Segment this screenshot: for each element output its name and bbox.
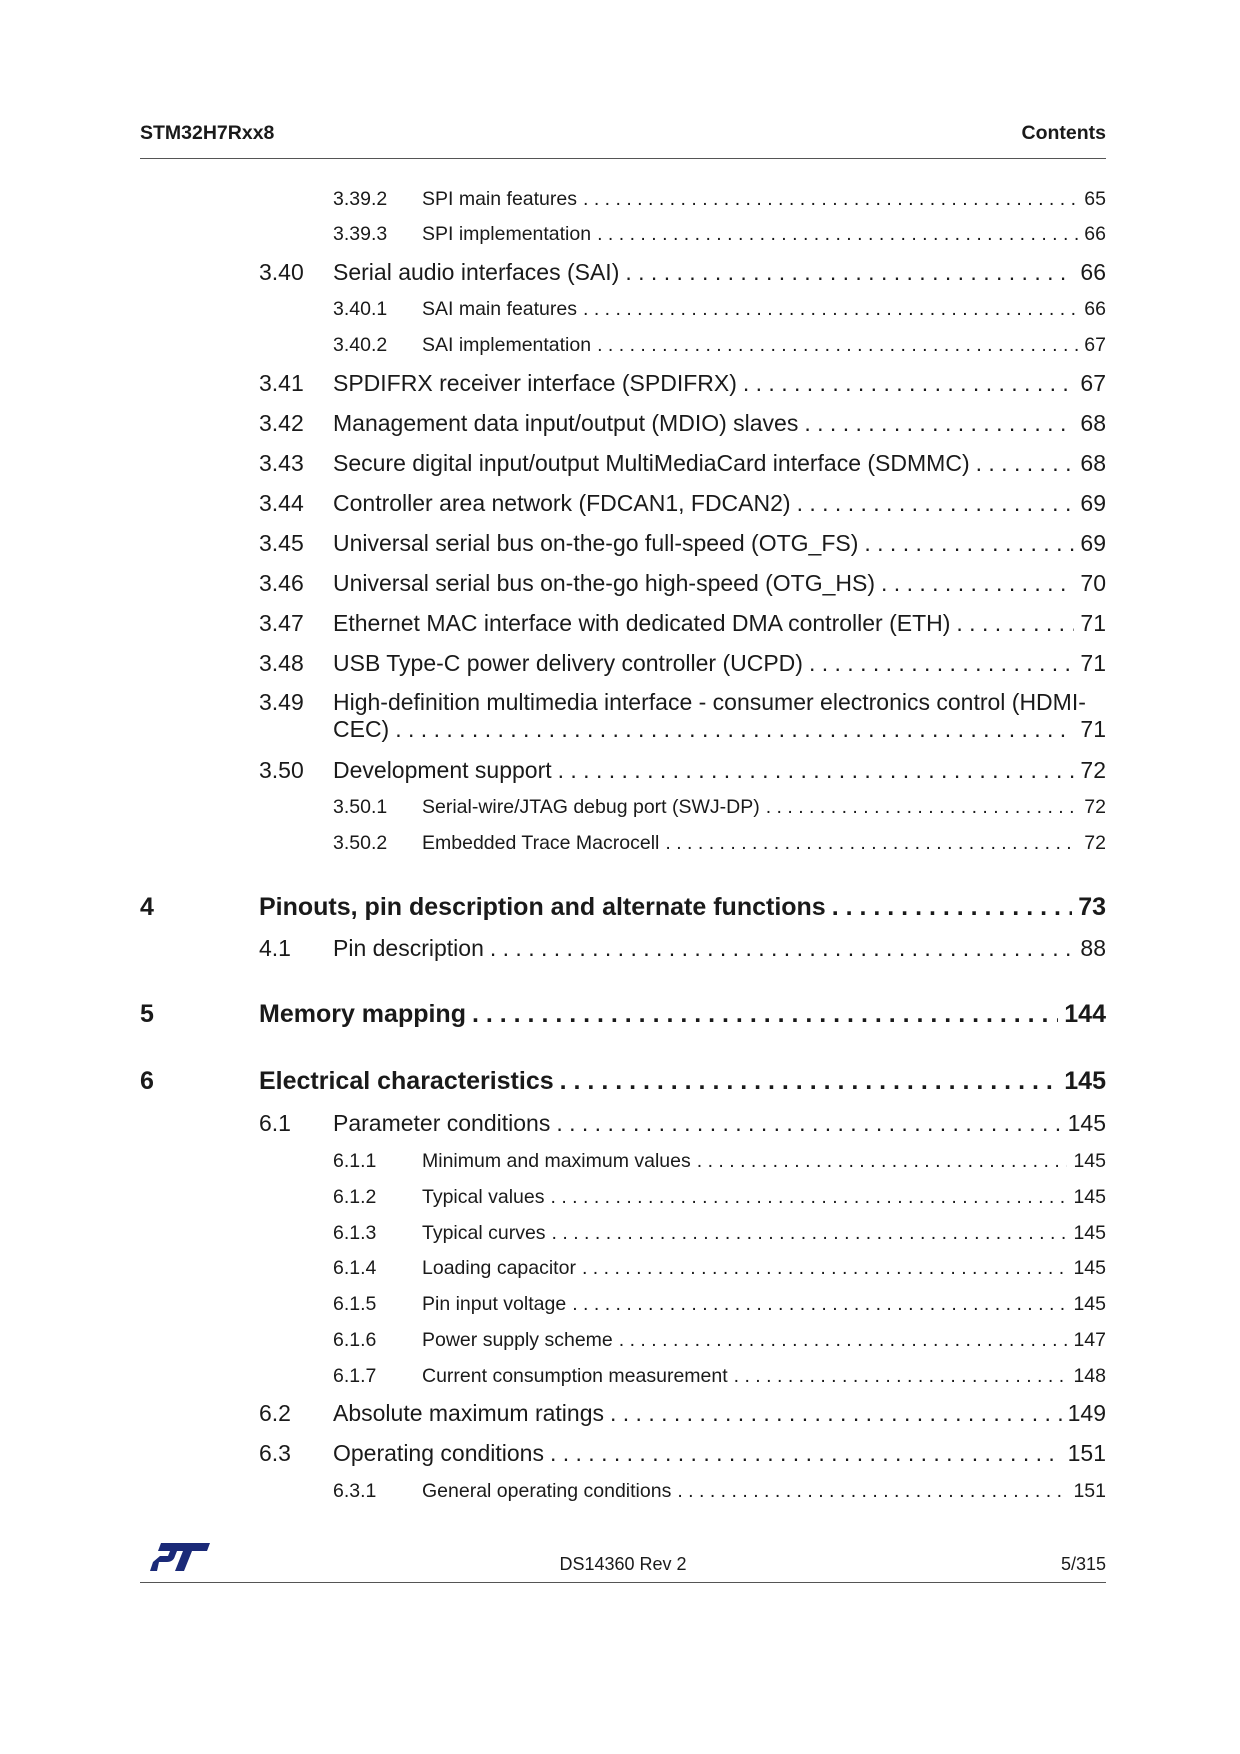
dot-leader [395,716,1074,743]
toc-entry-title: Secure digital input/output MultiMediaCard interface (SDMMC) [333,450,976,477]
toc-entry-title: SAI implementation [422,334,597,357]
dot-leader [625,259,1074,286]
toc-entry-title: Universal serial bus on-the-go high-speed (OTG_HS) [333,570,881,597]
section-name: Contents [1021,122,1106,144]
toc-entry-number: 6.1.1 [333,1150,377,1172]
dot-leader [864,530,1074,557]
dot-leader [619,1329,1068,1352]
toc-entry-title: Typical values [422,1186,550,1209]
toc-entry-number: 6.2 [259,1400,291,1426]
toc-entry-page: 145 [1067,1186,1106,1209]
toc-entry-page: 144 [1058,1000,1106,1029]
toc-entry-number: 4.1 [259,935,291,961]
dot-leader [797,490,1075,517]
toc-entry-page: 148 [1067,1365,1106,1388]
dot-leader [697,1150,1068,1173]
toc-entry-page: 88 [1074,935,1106,962]
toc-entry-title: Loading capacitor [422,1257,582,1280]
toc-entry-title: Minimum and maximum values [422,1150,697,1173]
toc-entry-number: 5 [140,1000,154,1028]
page-header [140,118,1106,159]
toc-entry-number: 3.47 [259,610,304,636]
dot-leader [572,1293,1067,1316]
dot-leader [556,1110,1061,1137]
dot-leader [610,1400,1062,1427]
toc-entry-number: 3.40.2 [333,334,388,356]
toc-entry-page: 72 [1078,796,1106,819]
toc-entry-title: Operating conditions [333,1440,550,1467]
dot-leader [490,935,1075,962]
toc-entry-page: 151 [1067,1480,1106,1503]
toc-entry-number: 6.1.7 [333,1365,377,1387]
toc-entry-title: Power supply scheme [422,1329,619,1352]
document-id: STM32H7Rxx8 [140,122,275,144]
dot-leader [881,570,1074,597]
toc-entry-number: 3.40 [259,259,304,285]
toc-entry-number: 6 [140,1067,154,1095]
dot-leader [832,893,1072,922]
toc-entry-title: SAI main features [422,298,583,321]
toc-entry-number: 3.43 [259,450,304,476]
toc-entry-title: Pin input voltage [422,1293,572,1316]
toc-entry-page: 147 [1067,1329,1106,1352]
toc-entry-page: 69 [1074,530,1106,557]
toc-entry-number: 6.3 [259,1440,291,1466]
dot-leader [583,298,1078,321]
dot-leader [597,334,1078,357]
toc-entry-title: SPDIFRX receiver interface (SPDIFRX) [333,370,743,397]
toc-entry-title: Memory mapping [259,1000,472,1029]
dot-leader [804,410,1074,437]
toc-entry-number: 3.44 [259,490,304,516]
toc-entry-page: 72 [1074,757,1106,784]
toc-entry-page: 68 [1074,410,1106,437]
dot-leader [550,1440,1062,1467]
toc-entry-page: 67 [1078,334,1106,357]
toc-entry-title: SPI main features [422,188,583,211]
toc-entry-title: Electrical characteristics [259,1067,560,1096]
toc-entry-title: Management data input/output (MDIO) slaves [333,410,804,437]
dot-leader [552,1222,1068,1245]
toc-entry-title: Serial audio interfaces (SAI) [333,259,625,286]
toc-entry-page: 151 [1062,1440,1106,1467]
toc-entry-number: 3.49 [259,689,304,715]
toc-entry-page: 145 [1058,1067,1106,1096]
toc-entry-page: 65 [1078,188,1106,211]
toc-entry-number: 3.48 [259,650,304,676]
page-number: 5/315 [1060,1554,1106,1574]
toc-entry-page: 71 [1074,716,1106,743]
toc-entry-page: 68 [1074,450,1106,477]
toc-entry-title: High-definition multimedia interface - consumer electronics control (HDMI- [333,689,1086,715]
document-revision: DS14360 Rev 2 [559,1554,687,1574]
toc-entry-page: 72 [1078,832,1106,855]
toc-entry-title-continued: CEC) [333,716,395,743]
dot-leader [734,1365,1068,1388]
toc-entry-number: 3.40.1 [333,298,388,320]
toc-entry-title: Pinouts, pin description and alternate functions [259,893,832,922]
toc-entry-number: 6.1.6 [333,1329,377,1351]
dot-leader [550,1186,1067,1209]
toc-entry-number: 4 [140,893,154,921]
dot-leader [583,188,1078,211]
toc-entry-page: 149 [1062,1400,1106,1427]
dot-leader [809,650,1074,677]
toc-entry-page: 73 [1072,893,1106,922]
toc-entry-page: 71 [1074,610,1106,637]
toc-entry-title: SPI implementation [422,223,597,246]
dot-leader [597,223,1078,246]
toc-entry-page: 145 [1067,1257,1106,1280]
toc-entry-title: Development support [333,757,558,784]
toc-entry-title: Universal serial bus on-the-go full-speed (OTG_FS) [333,530,864,557]
toc-entry-number: 3.42 [259,410,304,436]
toc-entry-page: 70 [1074,570,1106,597]
toc-entry-page: 67 [1074,370,1106,397]
toc-entry-page: 145 [1062,1110,1106,1137]
dot-leader [976,450,1075,477]
toc-entry-page: 66 [1078,223,1106,246]
dot-leader [560,1067,1059,1096]
toc-entry-number: 6.1.4 [333,1257,377,1279]
toc-entry-number: 3.41 [259,370,304,396]
toc-entry-page: 145 [1067,1293,1106,1316]
toc-entry-page: 145 [1067,1150,1106,1173]
toc-entry-page: 66 [1078,298,1106,321]
toc-entry-number: 3.50 [259,757,304,783]
toc-entry-title: USB Type-C power delivery controller (UCPD) [333,650,809,677]
toc-entry-number: 6.1 [259,1110,291,1136]
toc-entry-title: Ethernet MAC interface with dedicated DMA controller (ETH) [333,610,956,637]
dot-leader [677,1480,1067,1503]
toc-entry-number: 6.1.2 [333,1186,377,1208]
toc-entry-number: 3.46 [259,570,304,596]
toc-entry-title: Parameter conditions [333,1110,556,1137]
dot-leader [665,832,1078,855]
toc-entry-page: 69 [1074,490,1106,517]
toc-entry-title: Controller area network (FDCAN1, FDCAN2) [333,490,797,517]
toc-entry-number: 3.39.2 [333,188,388,210]
toc-entry-title: Typical curves [422,1222,552,1245]
toc-entry-title: Embedded Trace Macrocell [422,832,665,855]
toc-entry-page: 145 [1067,1222,1106,1245]
dot-leader [766,796,1079,819]
toc-entry-title: Absolute maximum ratings [333,1400,610,1427]
toc-entry-page: 71 [1074,650,1106,677]
toc-entry-number: 3.50.2 [333,832,388,854]
toc-entry-page: 66 [1074,259,1106,286]
toc-entry-title: General operating conditions [422,1480,677,1503]
toc-entry-number: 3.45 [259,530,304,556]
dot-leader [582,1257,1068,1280]
toc-entry-number: 3.39.3 [333,223,388,245]
toc-entry-title: Serial-wire/JTAG debug port (SWJ-DP) [422,796,766,819]
toc-entry-number: 6.1.5 [333,1293,377,1315]
dot-leader [956,610,1074,637]
toc-entry-title: Pin description [333,935,490,962]
dot-leader [743,370,1075,397]
toc-entry-number: 6.3.1 [333,1480,377,1502]
toc-entry-number: 3.50.1 [333,796,388,818]
dot-leader [472,1000,1058,1029]
page-footer [140,1540,1106,1583]
toc-entry-title: Current consumption measurement [422,1365,734,1388]
toc-entry-number: 6.1.3 [333,1222,377,1244]
dot-leader [558,757,1075,784]
